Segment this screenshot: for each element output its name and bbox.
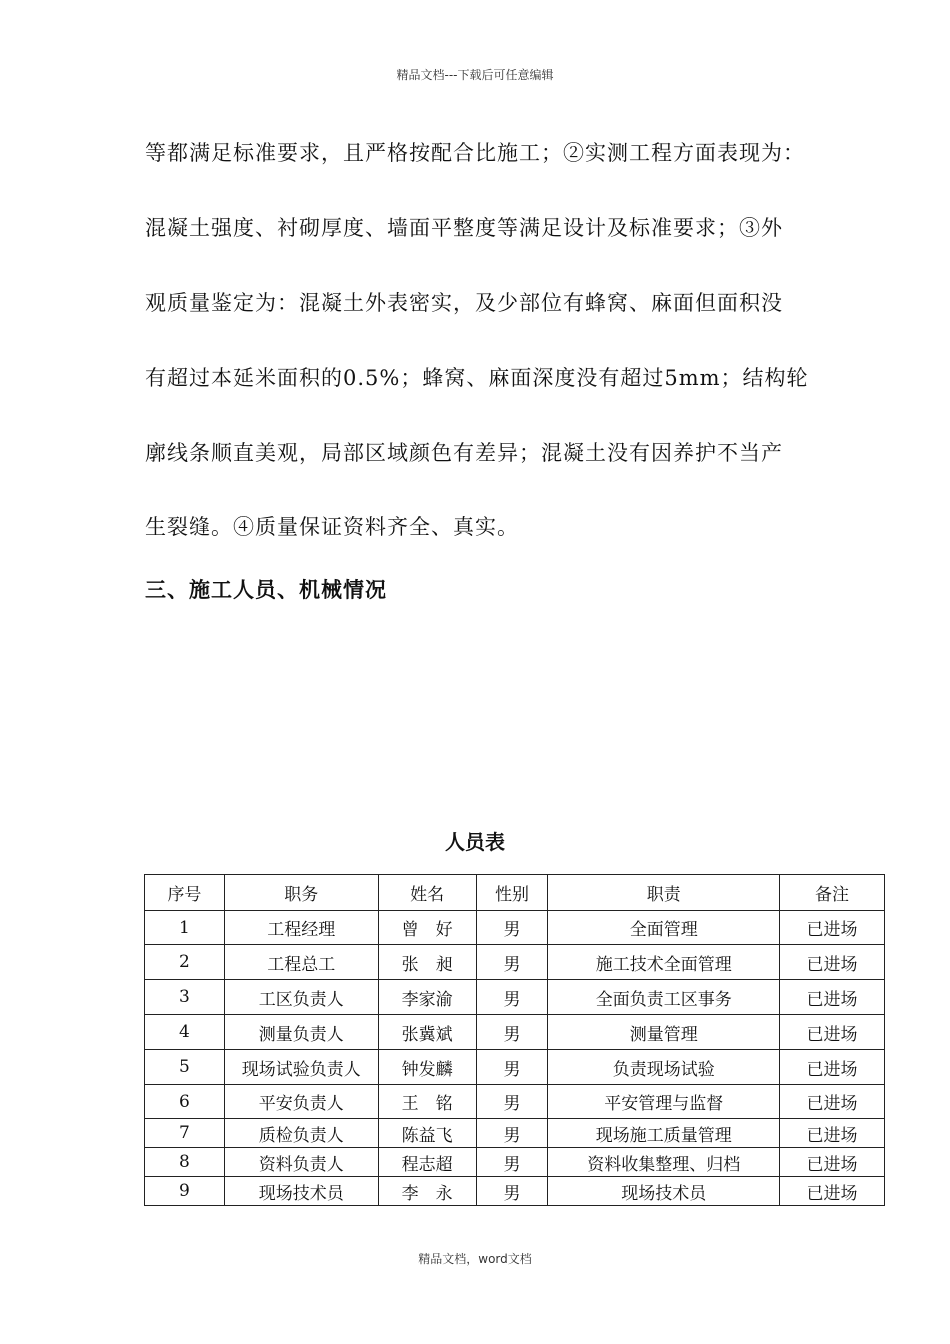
- table-cell: 测量负责人: [224, 1015, 378, 1050]
- table-cell: 平安负责人: [224, 1085, 378, 1119]
- table-cell: 李家渝: [378, 980, 476, 1015]
- table-cell: 已进场: [780, 911, 885, 945]
- page-footer: 精品文档，word文档: [418, 1252, 532, 1266]
- table-cell: 平安管理与监督: [548, 1085, 780, 1119]
- table-row: [145, 980, 885, 1015]
- table-row: [145, 945, 885, 980]
- table-cell: 全面负责工区事务: [548, 980, 780, 1015]
- table-cell: 男: [476, 980, 548, 1015]
- table-cell: 已进场: [780, 980, 885, 1015]
- table-cell: 施工技术全面管理: [548, 945, 780, 980]
- table-cell: 曾 好: [378, 911, 476, 945]
- table-cell: 已进场: [780, 1050, 885, 1085]
- table-title: 人员表: [445, 830, 505, 854]
- table-cell: 男: [476, 1050, 548, 1085]
- section-heading: 三、施工人员、机械情况: [145, 578, 387, 602]
- table-cell: 5: [145, 1050, 225, 1085]
- table-cell: 男: [476, 1148, 548, 1177]
- table-cell: 陈益飞: [378, 1119, 476, 1148]
- header-cell: 职责: [548, 875, 780, 911]
- table-cell: 男: [476, 1015, 548, 1050]
- table-cell: 4: [145, 1015, 225, 1050]
- table-cell: 资料负责人: [224, 1148, 378, 1177]
- table-row: [145, 1119, 885, 1148]
- table-cell: 现场技术员: [224, 1177, 378, 1206]
- table-cell: 已进场: [780, 1085, 885, 1119]
- table-cell: 现场施工质量管理: [548, 1119, 780, 1148]
- table-cell: 测量管理: [548, 1015, 780, 1050]
- table-row: [145, 1148, 885, 1177]
- table-cell: 工程经理: [224, 911, 378, 945]
- table-cell: 8: [145, 1148, 225, 1177]
- table-row: [145, 911, 885, 945]
- table-cell: 王 铭: [378, 1085, 476, 1119]
- table-cell: 资料收集整理、归档: [548, 1148, 780, 1177]
- table-cell: 已进场: [780, 1177, 885, 1206]
- header-cell: 序号: [145, 875, 225, 911]
- table-cell: 男: [476, 1085, 548, 1119]
- table-cell: 男: [476, 911, 548, 945]
- header-cell: 性别: [476, 875, 548, 911]
- table-cell: 李 永: [378, 1177, 476, 1206]
- paragraph-line: 廓线条顺直美观，局部区域颜色有差异；混凝土没有因养护不当产: [145, 441, 783, 465]
- table-cell: 张 昶: [378, 945, 476, 980]
- table-cell: 负责现场试验: [548, 1050, 780, 1085]
- table-cell: 张冀斌: [378, 1015, 476, 1050]
- header-cell: 姓名: [378, 875, 476, 911]
- table-cell: 2: [145, 945, 225, 980]
- table-cell: 3: [145, 980, 225, 1015]
- page-header: 精品文档---下载后可任意编辑: [396, 68, 554, 82]
- table-cell: 现场试验负责人: [224, 1050, 378, 1085]
- staff-table: [144, 874, 885, 1206]
- table-cell: 现场技术员: [548, 1177, 780, 1206]
- table-cell: 工程总工: [224, 945, 378, 980]
- header-cell: 备注: [780, 875, 885, 911]
- table-cell: 全面管理: [548, 911, 780, 945]
- table-row: [145, 1177, 885, 1206]
- header-cell: 职务: [224, 875, 378, 911]
- table-row: [145, 1050, 885, 1085]
- table-row: [145, 1085, 885, 1119]
- table-cell: 1: [145, 911, 225, 945]
- paragraph-line: 等都满足标准要求，且严格按配合比施工；②实测工程方面表现为：: [145, 141, 805, 165]
- table-cell: 钟发麟: [378, 1050, 476, 1085]
- table-cell: 男: [476, 1177, 548, 1206]
- table-row: [145, 1015, 885, 1050]
- table-cell: 男: [476, 1119, 548, 1148]
- table-cell: 男: [476, 945, 548, 980]
- table-cell: 工区负责人: [224, 980, 378, 1015]
- table-cell: 6: [145, 1085, 225, 1119]
- table-cell: 程志超: [378, 1148, 476, 1177]
- table-cell: 9: [145, 1177, 225, 1206]
- paragraph-line: 有超过本延米面积的0.5%；蜂窝、麻面深度没有超过5mm；结构轮: [145, 366, 809, 390]
- table-cell: 已进场: [780, 1119, 885, 1148]
- table-cell: 质检负责人: [224, 1119, 378, 1148]
- table-cell: 已进场: [780, 945, 885, 980]
- table-header-row: [145, 875, 885, 911]
- paragraph-line: 混凝土强度、衬砌厚度、墙面平整度等满足设计及标准要求；③外: [145, 216, 783, 240]
- table-cell: 7: [145, 1119, 225, 1148]
- table-cell: 已进场: [780, 1015, 885, 1050]
- paragraph-line: 观质量鉴定为：混凝土外表密实，及少部位有蜂窝、麻面但面积没: [145, 291, 783, 315]
- table-cell: 已进场: [780, 1148, 885, 1177]
- paragraph-line: 生裂缝。④质量保证资料齐全、真实。: [145, 515, 519, 539]
